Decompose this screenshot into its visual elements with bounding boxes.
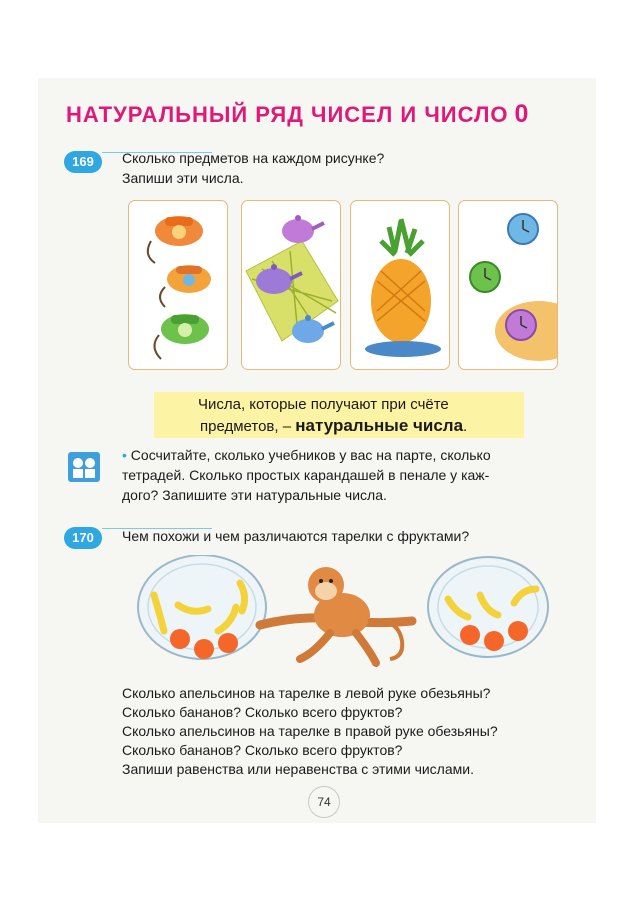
task-170-question: Чем похожи и чем различаются тарелки с фруктами? (122, 528, 470, 544)
rule-term: натуральные числа (295, 416, 464, 435)
title-zero: 0 (514, 100, 530, 128)
page-number: 74 (308, 786, 340, 818)
question-line-4: Сколько бананов? Сколько всего фруктов? (122, 742, 403, 758)
left-plate (138, 555, 266, 659)
task-number-badge: 169 (64, 151, 102, 173)
pair-task-line1 (122, 446, 491, 465)
pair-work-icon (68, 452, 100, 482)
rule-line1: Числа, которые получают при счёте (198, 396, 449, 413)
title-text: НАТУРАЛЬНЫЙ РЯД ЧИСЕЛ И ЧИСЛО (66, 102, 509, 127)
rule-line2 (200, 416, 467, 436)
question-line-3: Сколько апельсинов на тарелке в правой руке обезьяны? (122, 723, 498, 739)
pineapple-icon (351, 201, 449, 369)
question-line-5: Запиши равенства или неравенства с этими числами. (122, 761, 474, 777)
bullet-marker: • (122, 447, 127, 463)
alarm-clock-icon (459, 201, 557, 369)
monkey (260, 567, 412, 663)
picture-panel-pineapple (350, 200, 450, 370)
monkey-plates-illustration (130, 555, 570, 680)
rule-line2-start: предметов, – (200, 418, 292, 435)
rule-line2-end: . (463, 418, 468, 435)
pair-task-line2: тетрадей. Сколько простых карандашей в пенале у каж- (122, 467, 490, 483)
picture-panel-teapots (241, 200, 341, 370)
picture-panel-clocks (458, 200, 558, 370)
teapot-icon (242, 201, 340, 369)
telephone-icon (129, 201, 227, 369)
question-line-2: Сколько бананов? Сколько всего фруктов? (122, 704, 403, 720)
pair-task-line1-text: Сосчитайте, сколько учебников у вас на парте, сколько (130, 447, 491, 463)
task-number-badge: 170 (64, 527, 102, 549)
task-169-line2: Запиши эти числа. (122, 170, 244, 186)
right-plate (428, 557, 548, 657)
task-169-line1: Сколько предметов на каждом рисунке? (122, 150, 385, 166)
pair-task-line3: дого? Запишите эти натуральные числа. (122, 487, 387, 503)
picture-panel-telephones (128, 200, 228, 370)
question-line-1: Сколько апельсинов на тарелке в левой руке обезьяны? (122, 685, 491, 701)
page-title (66, 100, 529, 129)
